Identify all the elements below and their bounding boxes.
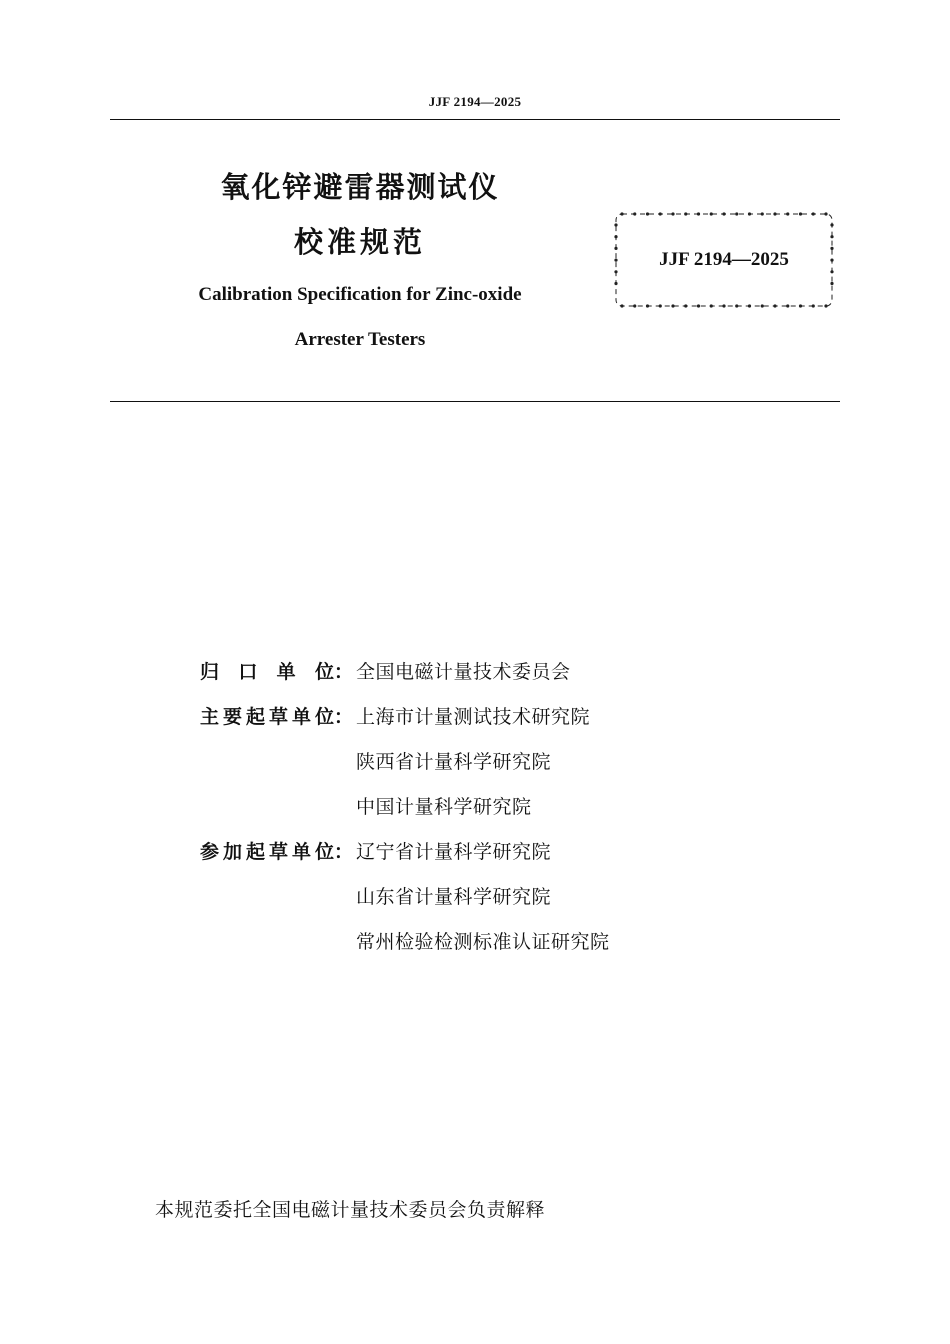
participating-unit: 山东省计量科学研究院 (356, 886, 552, 908)
title-rule (110, 401, 840, 402)
title-en-line1: Calibration Specification for Zinc-oxide (198, 284, 522, 305)
main-drafting-row (200, 695, 760, 740)
main-drafting-unit: 上海市计量测试技术研究院 (356, 706, 591, 728)
main-drafting-row (200, 740, 760, 785)
title-cn-line1: 氧化锌避雷器测试仪 (220, 170, 500, 204)
participating-row (200, 920, 760, 965)
title-en-line2: Arrester Testers (294, 329, 426, 350)
main-drafting-unit: 中国计量科学研究院 (356, 796, 532, 818)
label-colon: ： (334, 841, 354, 863)
title-cn-line2: 校准规范 (293, 225, 426, 259)
participating-unit: 辽宁省计量科学研究院 (356, 841, 552, 863)
label-colon: ： (334, 661, 354, 683)
drafting-units (200, 650, 760, 965)
participating-row (200, 830, 760, 875)
responsible-unit-label: 归口单位 (200, 661, 334, 683)
participating-label: 参加起草单位 (200, 841, 334, 863)
responsible-unit: 全国电磁计量技术委员会 (356, 661, 571, 683)
standard-code-box (613, 211, 835, 309)
main-drafting-row (200, 785, 760, 830)
participating-row (200, 875, 760, 920)
standard-code: JJF 2194—2025 (659, 249, 789, 270)
main-drafting-unit: 陕西省计量科学研究院 (356, 751, 552, 773)
responsible-unit-row (200, 650, 760, 695)
header-rule (110, 119, 840, 120)
title-block (150, 160, 570, 362)
running-head: JJF 2194—2025 (428, 94, 522, 109)
participating-unit: 常州检验检测标准认证研究院 (356, 931, 610, 953)
label-colon: ： (334, 706, 354, 728)
main-drafting-label: 主要起草单位 (200, 706, 334, 728)
interpretation-note: 本规范委托全国电磁计量技术委员会负责解释 (155, 1199, 546, 1221)
